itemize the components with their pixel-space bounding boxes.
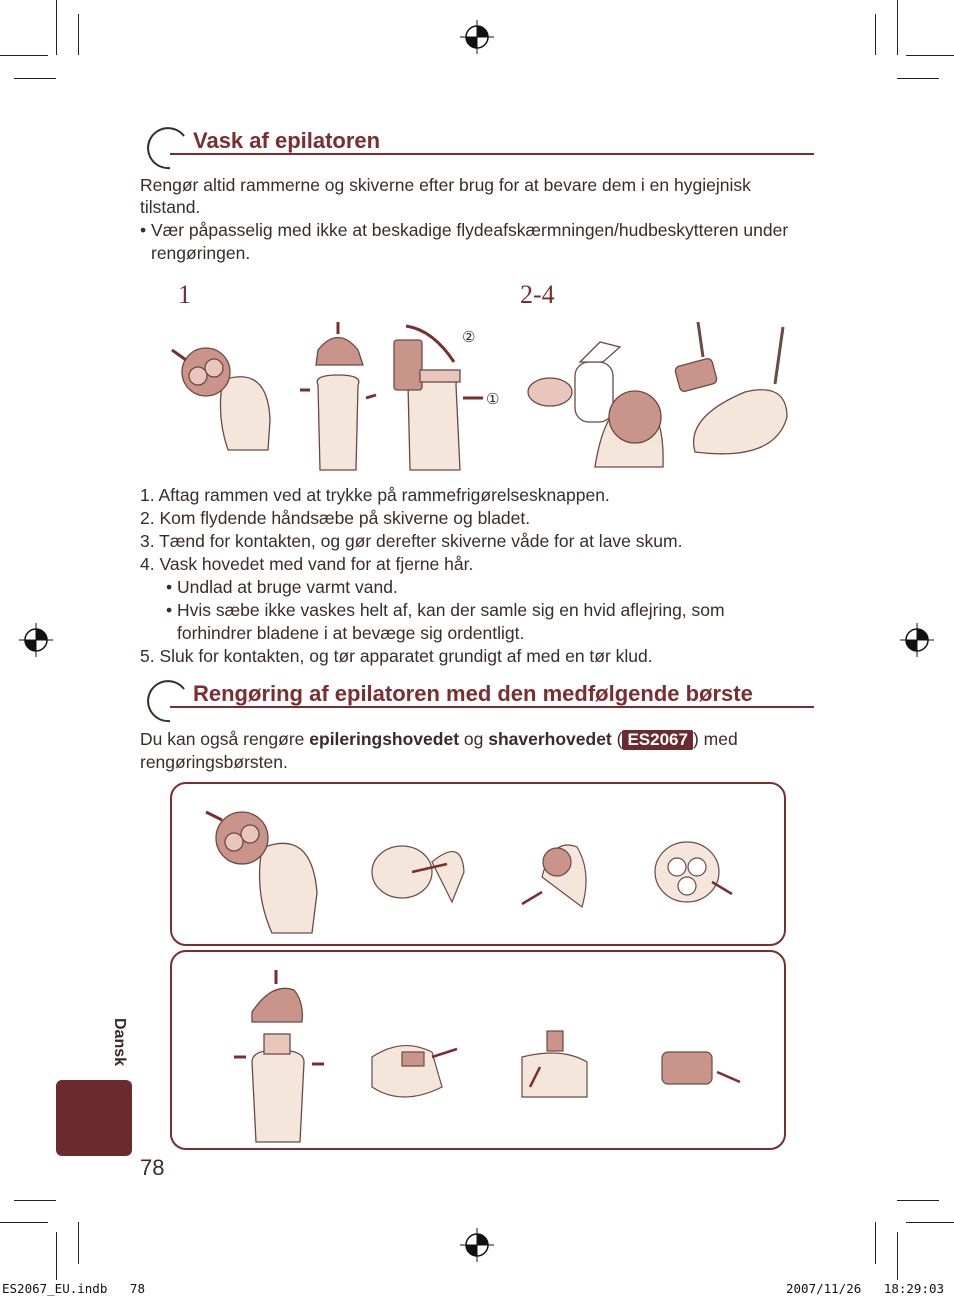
brush-cleaning-illustration [352,832,772,922]
registration-mark-icon [900,623,934,657]
intro-text: tilstand. [140,197,201,217]
brush-intro: Du kan også rengøre epileringshovedet og shaverhovedet ( ES2067 ) med [140,729,738,749]
intro-text: Rengør altid rammerne og skiverne efter brug for at bevare dem i en hygiejnisk [140,175,751,195]
figure-label: 2-4 [520,280,555,309]
shaver-head-illustration [232,962,342,1147]
section-header-brush-cleaning [140,677,814,725]
step-item: 4. Vask hovedet med vand for at fjerne hår. [140,554,474,574]
caution-text: rengøringen. [151,243,251,263]
epilator-frame-removal-illustration [158,320,518,475]
registration-mark-icon [460,20,494,54]
model-badge: ES2067 [622,730,693,750]
section-arc-icon [140,124,190,172]
section-arc-icon [140,677,190,725]
epilator-wash-illustration [525,322,795,472]
footer-file-info: ES2067_EU.indb 78 [2,1281,145,1296]
step-item: 1. Aftag rammen ved at trykke på rammefrigørelsesknappen. [140,485,610,505]
footer-timestamp: 2007/11/26 18:29:03 [786,1281,945,1296]
shaver-brush-cleaning-illustration [362,1027,772,1117]
step-note: forhindrer bladene i at bevæge sig ordentligt. [177,623,525,643]
page-number: 78 [140,1155,165,1180]
section-title: Vask af epilatoren [193,128,381,153]
section-header-washing [140,124,814,172]
epilator-head-illustration [182,798,332,938]
registration-mark-icon [19,623,53,657]
step-item: 2. Kom flydende håndsæbe på skiverne og bladet. [140,508,531,528]
callout-2: ② [462,329,476,346]
section-title: Rengøring af epilatoren med den medfølgende børste [193,681,753,706]
shaver-head-brush-panel [170,950,786,1150]
brush-intro: rengøringsbørsten. [140,752,288,772]
step-note: • Hvis sæbe ikke vaskes helt af, kan der samle sig en hvid aflejring, som [166,600,725,620]
step-item: 5. Sluk for kontakten, og tør apparatet grundigt af med en tør klud. [140,646,653,666]
registration-mark-icon [460,1228,494,1262]
section-rule [170,706,814,708]
epilator-head-brush-panel [170,782,786,946]
language-label: Dansk [111,1018,128,1067]
caution-text: • Vær påpasselig med ikke at beskadige flydeafskærmningen/hudbeskytteren under [140,220,789,240]
section-rule [170,153,814,155]
callout-1: ① [486,391,500,408]
language-tab [56,1080,132,1156]
step-item: 3. Tænd for kontakten, og gør derefter skiverne våde for at lave skum. [140,531,683,551]
figure-label: 1 [178,280,191,309]
step-note: • Undlad at bruge varmt vand. [166,577,398,597]
